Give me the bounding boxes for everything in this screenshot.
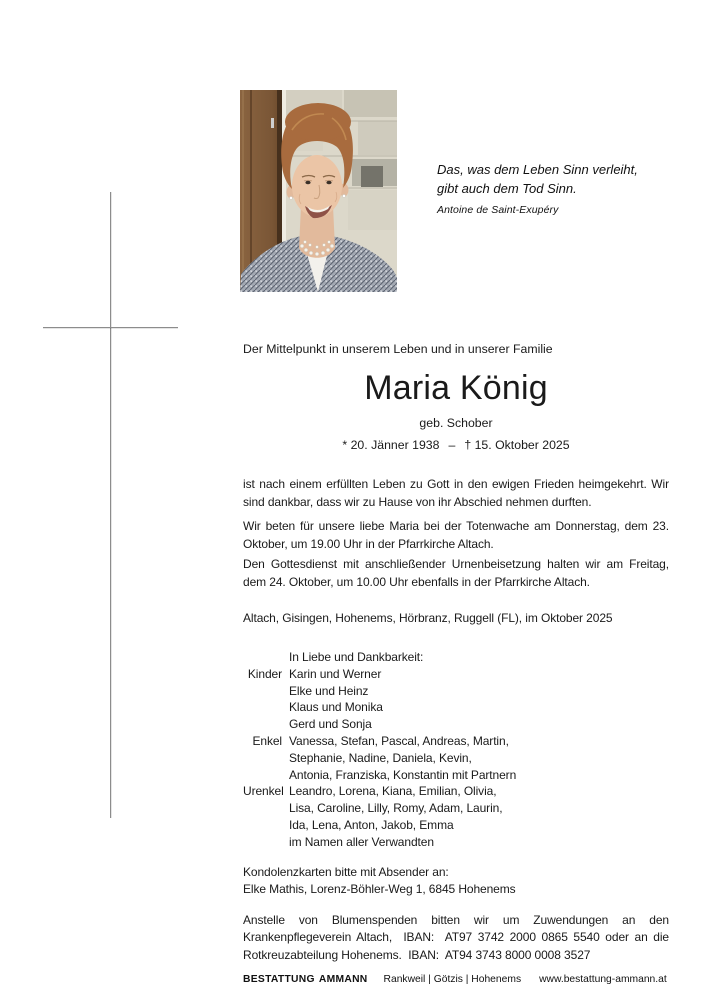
family-row-text: Elke und Heinz bbox=[289, 683, 369, 698]
quote-attribution: Antoine de Saint-Exupéry bbox=[437, 204, 559, 216]
family-row-text: Gerd und Sonja bbox=[289, 717, 372, 732]
family-row bbox=[243, 733, 669, 750]
family-row-text: In Liebe und Dankbarkeit: bbox=[289, 650, 424, 664]
birth-date: * 20. Jänner 1938 bbox=[342, 438, 440, 452]
cross-vertical-line bbox=[110, 192, 111, 818]
quote-line: Das, was dem Leben Sinn verleiht, bbox=[437, 162, 638, 177]
condolence-line: Kondolenzkarten bitte mit Absender an: bbox=[243, 865, 449, 879]
family-row-label bbox=[243, 750, 289, 767]
location-date-line: Altach, Gisingen, Hohenems, Hörbranz, Ruggell (FL), im Oktober 2025 bbox=[243, 611, 613, 625]
cross-horizontal-line bbox=[43, 327, 178, 328]
family-row-label bbox=[243, 834, 289, 851]
family-row-label bbox=[243, 800, 289, 817]
quote-line: gibt auch dem Tod Sinn. bbox=[437, 181, 577, 196]
death-date: † 15. Oktober 2025 bbox=[464, 438, 570, 452]
family-row-label bbox=[243, 716, 289, 733]
portrait-photo bbox=[240, 90, 397, 292]
life-dates bbox=[243, 438, 669, 452]
family-row-label bbox=[243, 683, 289, 700]
family-row-label bbox=[243, 649, 289, 666]
family-row-label bbox=[243, 699, 289, 716]
family-row-text: Lisa, Caroline, Lilly, Romy, Adam, Laurin, bbox=[289, 801, 503, 816]
family-row bbox=[243, 649, 669, 666]
condolence-block bbox=[243, 864, 669, 899]
family-row bbox=[243, 750, 669, 767]
family-row-text: Ida, Lena, Anton, Jakob, Emma bbox=[289, 817, 454, 832]
funeral-home-brand-name: AMMANN bbox=[318, 974, 368, 985]
funeral-home-website: www.bestattung-ammann.at bbox=[539, 974, 667, 985]
portrait-photo-illustration bbox=[240, 90, 397, 292]
family-row bbox=[243, 767, 669, 784]
family-row-text: Karin und Werner bbox=[289, 666, 382, 681]
family-row bbox=[243, 666, 669, 683]
maiden-name: geb. Schober bbox=[419, 416, 493, 430]
family-row bbox=[243, 817, 669, 834]
family-row-text: Vanessa, Stefan, Pascal, Andreas, Martin, bbox=[289, 733, 509, 748]
dates-separator: – bbox=[448, 438, 456, 452]
family-row-label: Enkel bbox=[252, 733, 282, 748]
announcement-paragraph: ist nach einem erfüllten Leben zu Gott in den ewigen Frieden heimgekehrt. Wir sind dankbar, dass wir zu Hause von ihr Abschied nehmen durften. bbox=[243, 477, 669, 509]
family-row-label: Kinder bbox=[247, 666, 282, 681]
memorial-quote bbox=[437, 160, 667, 216]
family-row-text: Stephanie, Nadine, Daniela, Kevin, bbox=[289, 750, 472, 765]
funeral-home-brand: BESTATTUNG bbox=[243, 974, 315, 985]
family-list bbox=[243, 649, 669, 851]
donations-block: Anstelle von Blumenspenden bitten wir um Zuwendungen an den Krankenpflegeverein Altach, IBAN: AT97 3742 2000 0865 5540 oder an die Rotkreuzabteilung Hohenems. IBAN: AT94 3743 8000 0008 3527 bbox=[243, 913, 669, 962]
family-row bbox=[243, 699, 669, 716]
family-row-label bbox=[243, 817, 289, 834]
family-row-text: Antonia, Franziska, Konstantin mit Partnern bbox=[289, 767, 517, 782]
condolence-address: Elke Mathis, Lorenz-Böhler-Weg 1, 6845 Hohenems bbox=[243, 882, 516, 897]
family-row bbox=[243, 800, 669, 817]
family-row bbox=[243, 716, 669, 733]
family-row-label: Urenkel bbox=[243, 784, 284, 799]
family-row-text: im Namen aller Verwandten bbox=[289, 834, 434, 849]
family-row-text: Leandro, Lorena, Kiana, Emilian, Olivia, bbox=[289, 784, 497, 799]
intro-line: Der Mittelpunkt in unserem Leben und in unserer Familie bbox=[243, 342, 553, 356]
announcement-paragraph: Den Gottesdienst mit anschließender Urnenbeisetzung halten wir am Freitag, dem 24. Oktober, um 10.00 Uhr ebenfalls in der Pfarrkirche Altach. bbox=[243, 557, 669, 589]
announcement-paragraph: Wir beten für unsere liebe Maria bei der Totenwache am Donnerstag, dem 23. Oktober, um 19.00 Uhr in der Pfarrkirche Altach. bbox=[243, 519, 669, 551]
funeral-home-locations: Rankweil | Götzis | Hohenems bbox=[383, 974, 522, 985]
family-row bbox=[243, 834, 669, 851]
family-row-text: Klaus und Monika bbox=[289, 700, 383, 715]
deceased-name: Maria König bbox=[364, 369, 548, 407]
funeral-home-footer bbox=[243, 974, 669, 985]
family-row-label bbox=[243, 767, 289, 784]
family-row bbox=[243, 783, 669, 800]
family-row bbox=[243, 683, 669, 700]
